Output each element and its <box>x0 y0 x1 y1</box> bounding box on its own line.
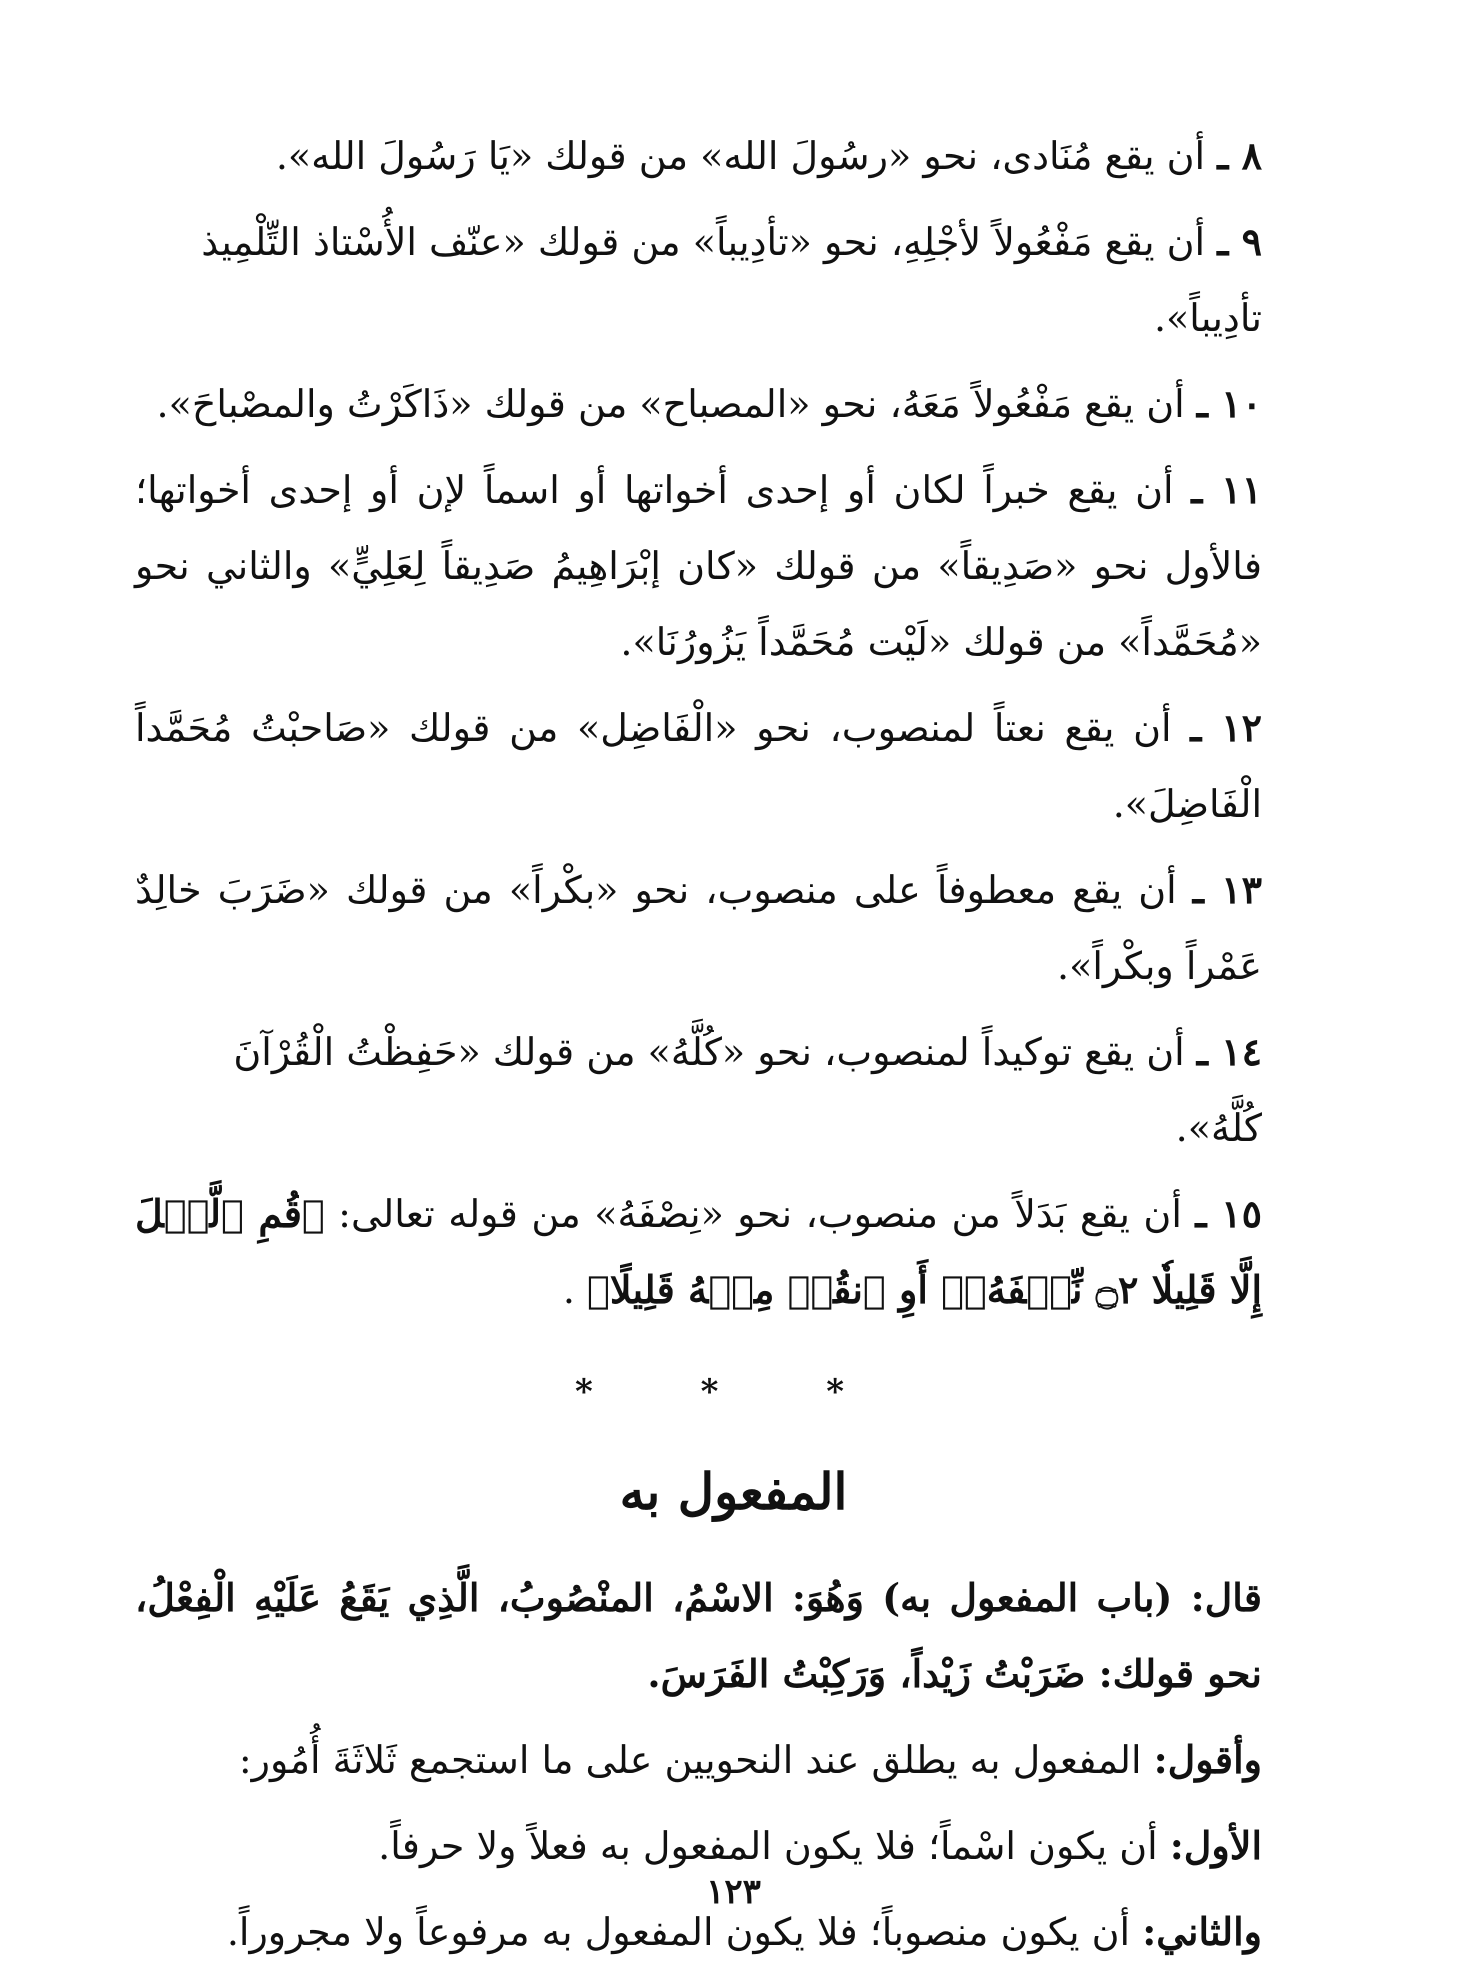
condition-text: أن يكون اسْماً؛ فلا يكون المفعول به فعلاً ولا حرفاً. <box>378 1824 1158 1868</box>
list-item <box>135 452 1332 680</box>
condition-lead: والثاني: <box>1142 1909 1262 1954</box>
item-text: أن يقع مَفْعُولاً مَعَهُ، نحو «المصباح» من قولك «ذَاكَرْتُ والمصْباحَ». <box>156 382 1185 426</box>
item-number: ١٠ ـ <box>1196 381 1262 426</box>
list-item <box>135 204 1332 356</box>
list-item <box>135 1014 1332 1166</box>
item-text: أن يقع خبراً لكان أو إحدى أخواتها أو اسماً لإن أو إحدى أخواتها؛ فالأول نحو «صَدِيقاً» من قولك «كان إبْرَاهِيمُ صَدِيقاً لِعَلِيٍّ» والثاني نحو «مُحَمَّداً» من قولك «لَيْت مُحَمَّداً يَزُورُنَا». <box>135 468 1262 664</box>
condition-text: أن يكون منصوباً؛ فلا يكون المفعول به مرفوعاً ولا مجروراً. <box>226 1910 1131 1954</box>
quran-verse: ﴿قُمِ ٱلَّيۡلَ إِلَّا قَلِيلٗا ۝٢ نِّصۡفَهُۥٓ أَوِ ٱنقُصۡ مِنۡهُ قَلِيلًا﴾ <box>135 1191 1262 1312</box>
item-number: ١٥ ـ <box>1195 1191 1262 1236</box>
item-number: ١٤ ـ <box>1196 1029 1262 1074</box>
list-item <box>135 366 1332 442</box>
section-separator: * * * <box>574 1372 892 1412</box>
item-number: ٩ ـ <box>1217 219 1262 264</box>
item-tail: . <box>562 1268 575 1312</box>
commentary-lead: وأقول: <box>1153 1737 1262 1782</box>
commentary-text: المفعول به يطلق عند النحويين على ما استجمع ثَلاثَةَ أُمُور: <box>238 1738 1142 1782</box>
quoted-rule: قال: (باب المفعول به) وَهُوَ: الاسْمُ، المنْصُوبُ، الَّذِي يَقَعُ عَلَيْهِ الْفِعْلُ، نحو قولك: ضَرَبْتُ زَيْداً، وَرَكِبْتُ الفَرَسَ. <box>135 1575 1262 1696</box>
list-item <box>135 1176 1332 1328</box>
page-content <box>135 118 1332 1970</box>
list-item <box>135 690 1332 842</box>
page-number: ١٢٣ <box>706 1872 761 1912</box>
item-number: ٨ ـ <box>1217 133 1262 178</box>
commentary-paragraph <box>135 1722 1332 1798</box>
item-text: أن يقع مَفْعُولاً لأجْلِهِ، نحو «تأدِيباً» من قولك «عنّف الأُسْتاذ التِّلْمِيذ تأدِيباً». <box>201 220 1262 340</box>
item-number: ١٢ ـ <box>1190 705 1262 750</box>
item-text: أن يقع مُنَادى، نحو «رسُولَ الله» من قولك «يَا رَسُولَ الله». <box>275 134 1206 178</box>
item-text: أن يقع نعتاً لمنصوب، نحو «الْفَاضِل» من قولك «صَاحبْتُ مُحَمَّداً الْفَاضِلَ». <box>135 706 1262 826</box>
list-item <box>135 852 1332 1004</box>
list-item <box>135 118 1332 194</box>
section-title: المفعول به <box>619 1462 848 1521</box>
condition-lead: الأول: <box>1169 1823 1262 1868</box>
item-text: أن يقع معطوفاً على منصوب، نحو «بكْراً» من قولك «ضَرَبَ خالِدٌ عَمْراً وبكْراً». <box>135 868 1262 988</box>
item-number: ١٣ ـ <box>1192 867 1262 912</box>
item-text: أن يقع توكيداً لمنصوب، نحو «كُلَّهُ» من قولك «حَفِظْتُ الْقُرْآنَ كُلَّهُ». <box>233 1030 1262 1150</box>
item-number: ١١ ـ <box>1191 467 1262 512</box>
item-text: أن يقع بَدَلاً من منصوب، نحو «نِصْفَهُ» من قوله تعالى: <box>338 1192 1182 1236</box>
